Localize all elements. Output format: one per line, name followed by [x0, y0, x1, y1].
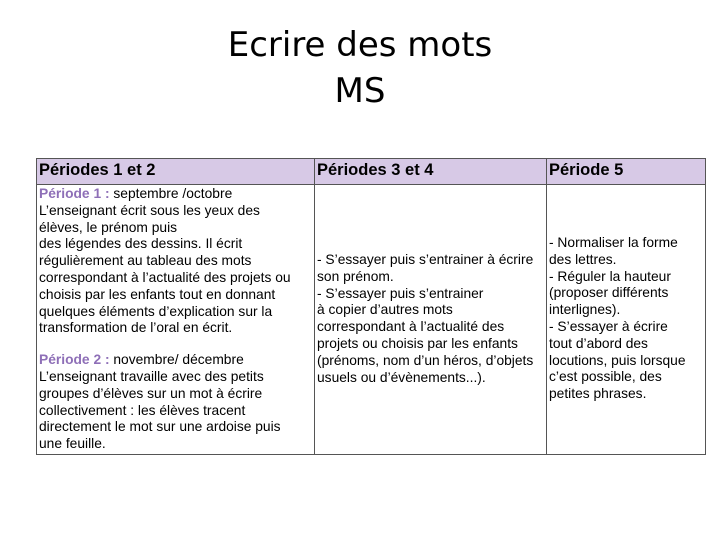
cell-periodes-1-2	[37, 185, 315, 455]
periodes-3-4-text: - S’essayer puis s’entrainer à écrire son prénom. - S’essayer puis s’entrainer à copier d’autres mots correspondant à l’actualité des projets ou choisis par les enfants (prénoms, nom d’un héros, d’objets usuels ou d’évènements...).	[317, 252, 534, 385]
slide-title	[0, 22, 720, 114]
periode-2-label: Période 2 :	[39, 352, 110, 368]
periode-2-dates: novembre/ décembre	[109, 352, 244, 368]
periode-2-heading	[39, 352, 312, 369]
periode-1-dates: septembre /octobre	[109, 186, 233, 201]
periode-1-heading	[39, 186, 312, 203]
paragraph-spacer	[39, 337, 312, 352]
table-header-row	[37, 159, 706, 185]
slide-title-line-1: Ecrire des mots	[227, 25, 493, 65]
header-periodes-3-4: Périodes 3 et 4	[315, 159, 547, 185]
periode-5-text: - Normaliser la forme des lettres. - Réguler la hauteur (proposer différents interlignes). - S’essayer à écrire tout d’abord des locutions, puis lorsque c’est possible, des petites phrases.	[549, 235, 686, 402]
table-row	[37, 185, 706, 455]
slide-title-line-2: MS	[334, 71, 386, 111]
periode-1-label: Période 1 :	[39, 186, 110, 201]
header-periode-5: Période 5	[547, 159, 706, 185]
periods-table	[36, 158, 706, 455]
cell-periode-5	[547, 185, 706, 455]
cell-periodes-3-4	[315, 185, 547, 455]
header-periodes-1-2: Périodes 1 et 2	[37, 159, 315, 185]
periode-2-text: L’enseignant travaille avec des petits groupes d’élèves sur un mot à écrire collectivement : les élèves tracent directement le mot sur une ardoise puis une feuille.	[39, 368, 281, 452]
periode-1-text: L’enseignant écrit sous les yeux des élèves, le prénom puis des légendes des dessins. Il écrit régulièrement au tableau des mots correspondant à l’actualité des projets ou choisis par les enfants tout en donnant quelques éléments d’explication sur la transformation de l’oral en écrit.	[39, 202, 291, 336]
